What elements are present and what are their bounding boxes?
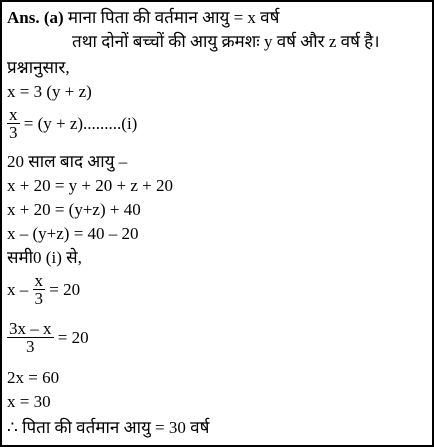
fraction-3x-minus-x-over-3 xyxy=(7,320,54,355)
conclusion: ∴ पिता की वर्तमान आयु = 30 वर्ष xyxy=(7,418,210,437)
according-to-question: प्रश्नानुसार, xyxy=(7,58,70,77)
statement-children-age: तथा दोनों बच्चों की आयु क्रमशः y वर्ष और z वर्ष है। xyxy=(72,32,380,51)
statement-father-age: माना पिता की वर्तमान आयु = x वर्ष xyxy=(67,8,280,27)
fraction-numerator: 3x – x xyxy=(9,319,52,338)
equation-x-minus-x3 xyxy=(7,272,80,307)
equation-post: = 20 xyxy=(57,327,89,347)
fraction-x-over-3-second xyxy=(33,272,46,307)
equation-x-plus-20: x + 20 = (y+z) + 40 xyxy=(7,200,141,219)
fraction-x-over-3 xyxy=(7,106,20,141)
equation-2x-60: 2x = 60 xyxy=(7,368,60,387)
equation-x-30: x = 30 xyxy=(7,392,51,411)
fraction-numerator: x xyxy=(9,105,18,124)
fraction-denominator: 3 xyxy=(9,123,18,142)
from-equation-i: समी0 (i) से, xyxy=(7,248,82,267)
equation-after-20: x + 20 = y + 20 + z + 20 xyxy=(7,176,173,195)
equation-x-3yz: x = 3 (y + z) xyxy=(7,82,92,101)
answer-line-1 xyxy=(7,8,279,28)
equation-i-rest: = (y + z).........(i) xyxy=(23,113,138,133)
fraction-denominator: 3 xyxy=(34,289,43,308)
fraction-numerator: x xyxy=(34,271,43,290)
equation-post: = 20 xyxy=(49,279,81,299)
fraction-denominator: 3 xyxy=(7,337,54,355)
after-20-years: 20 साल बाद आयु – xyxy=(7,152,128,171)
equation-pre: x – xyxy=(7,279,29,299)
answer-label: Ans. (a) xyxy=(7,8,64,27)
equation-3x-minus-x xyxy=(7,320,89,355)
equation-x-minus-yz: x – (y+z) = 40 – 20 xyxy=(7,224,139,243)
equation-i xyxy=(7,106,137,141)
